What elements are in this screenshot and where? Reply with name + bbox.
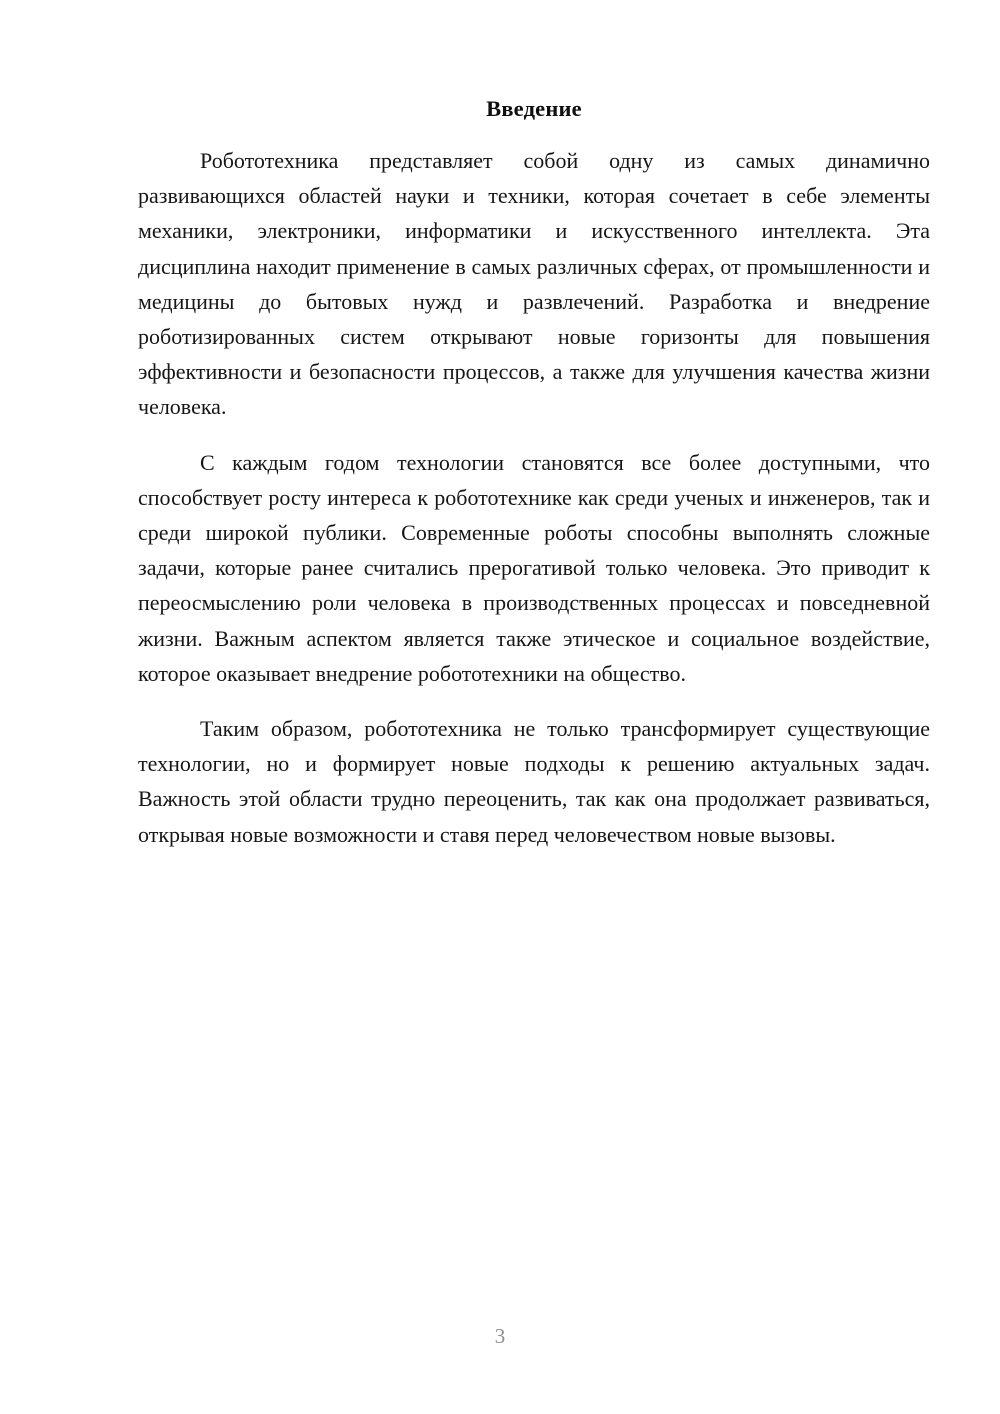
body-paragraph: Таким образом, робототехника не только трансформирует существующие технологии, но и формирует новые подходы к решению актуальных задач. Важность этой области трудно переоценить, так как она продолжает развиваться, открывая новые возможности и ставя перед человечеством новые вызовы. <box>138 716 930 847</box>
page-number: 3 <box>494 1324 506 1348</box>
body-text <box>138 143 930 852</box>
page-content-block <box>138 0 930 852</box>
page-title: Введение <box>486 96 582 121</box>
body-paragraph: С каждым годом технологии становятся все более доступными, что способствует росту интереса к робототехнике как среди ученых и инженеров, так и среди широкой публики. Современные роботы способны выполнять сложные задачи, которые ранее считались прерогативой только человека. Это приводит к переосмыслению роли человека в производственных процессах и повседневной жизни. Важным аспектом является также этическое и социальное воздействие, которое оказывает внедрение робототехники на общество. <box>138 449 930 686</box>
body-paragraph: Робототехника представляет собой одну из самых динамично развивающихся областей науки и техники, которая сочетает в себе элементы механики, электроники, информатики и искусственного интеллекта. Эта дисциплина находит применение в самых различных сферах, от промышленности и медицины до бытовых нужд и развлечений. Разработка и внедрение роботизированных систем открывают новые горизонты для повышения эффективности и безопасности процессов, а также для улучшения качества жизни человека. <box>138 148 930 420</box>
